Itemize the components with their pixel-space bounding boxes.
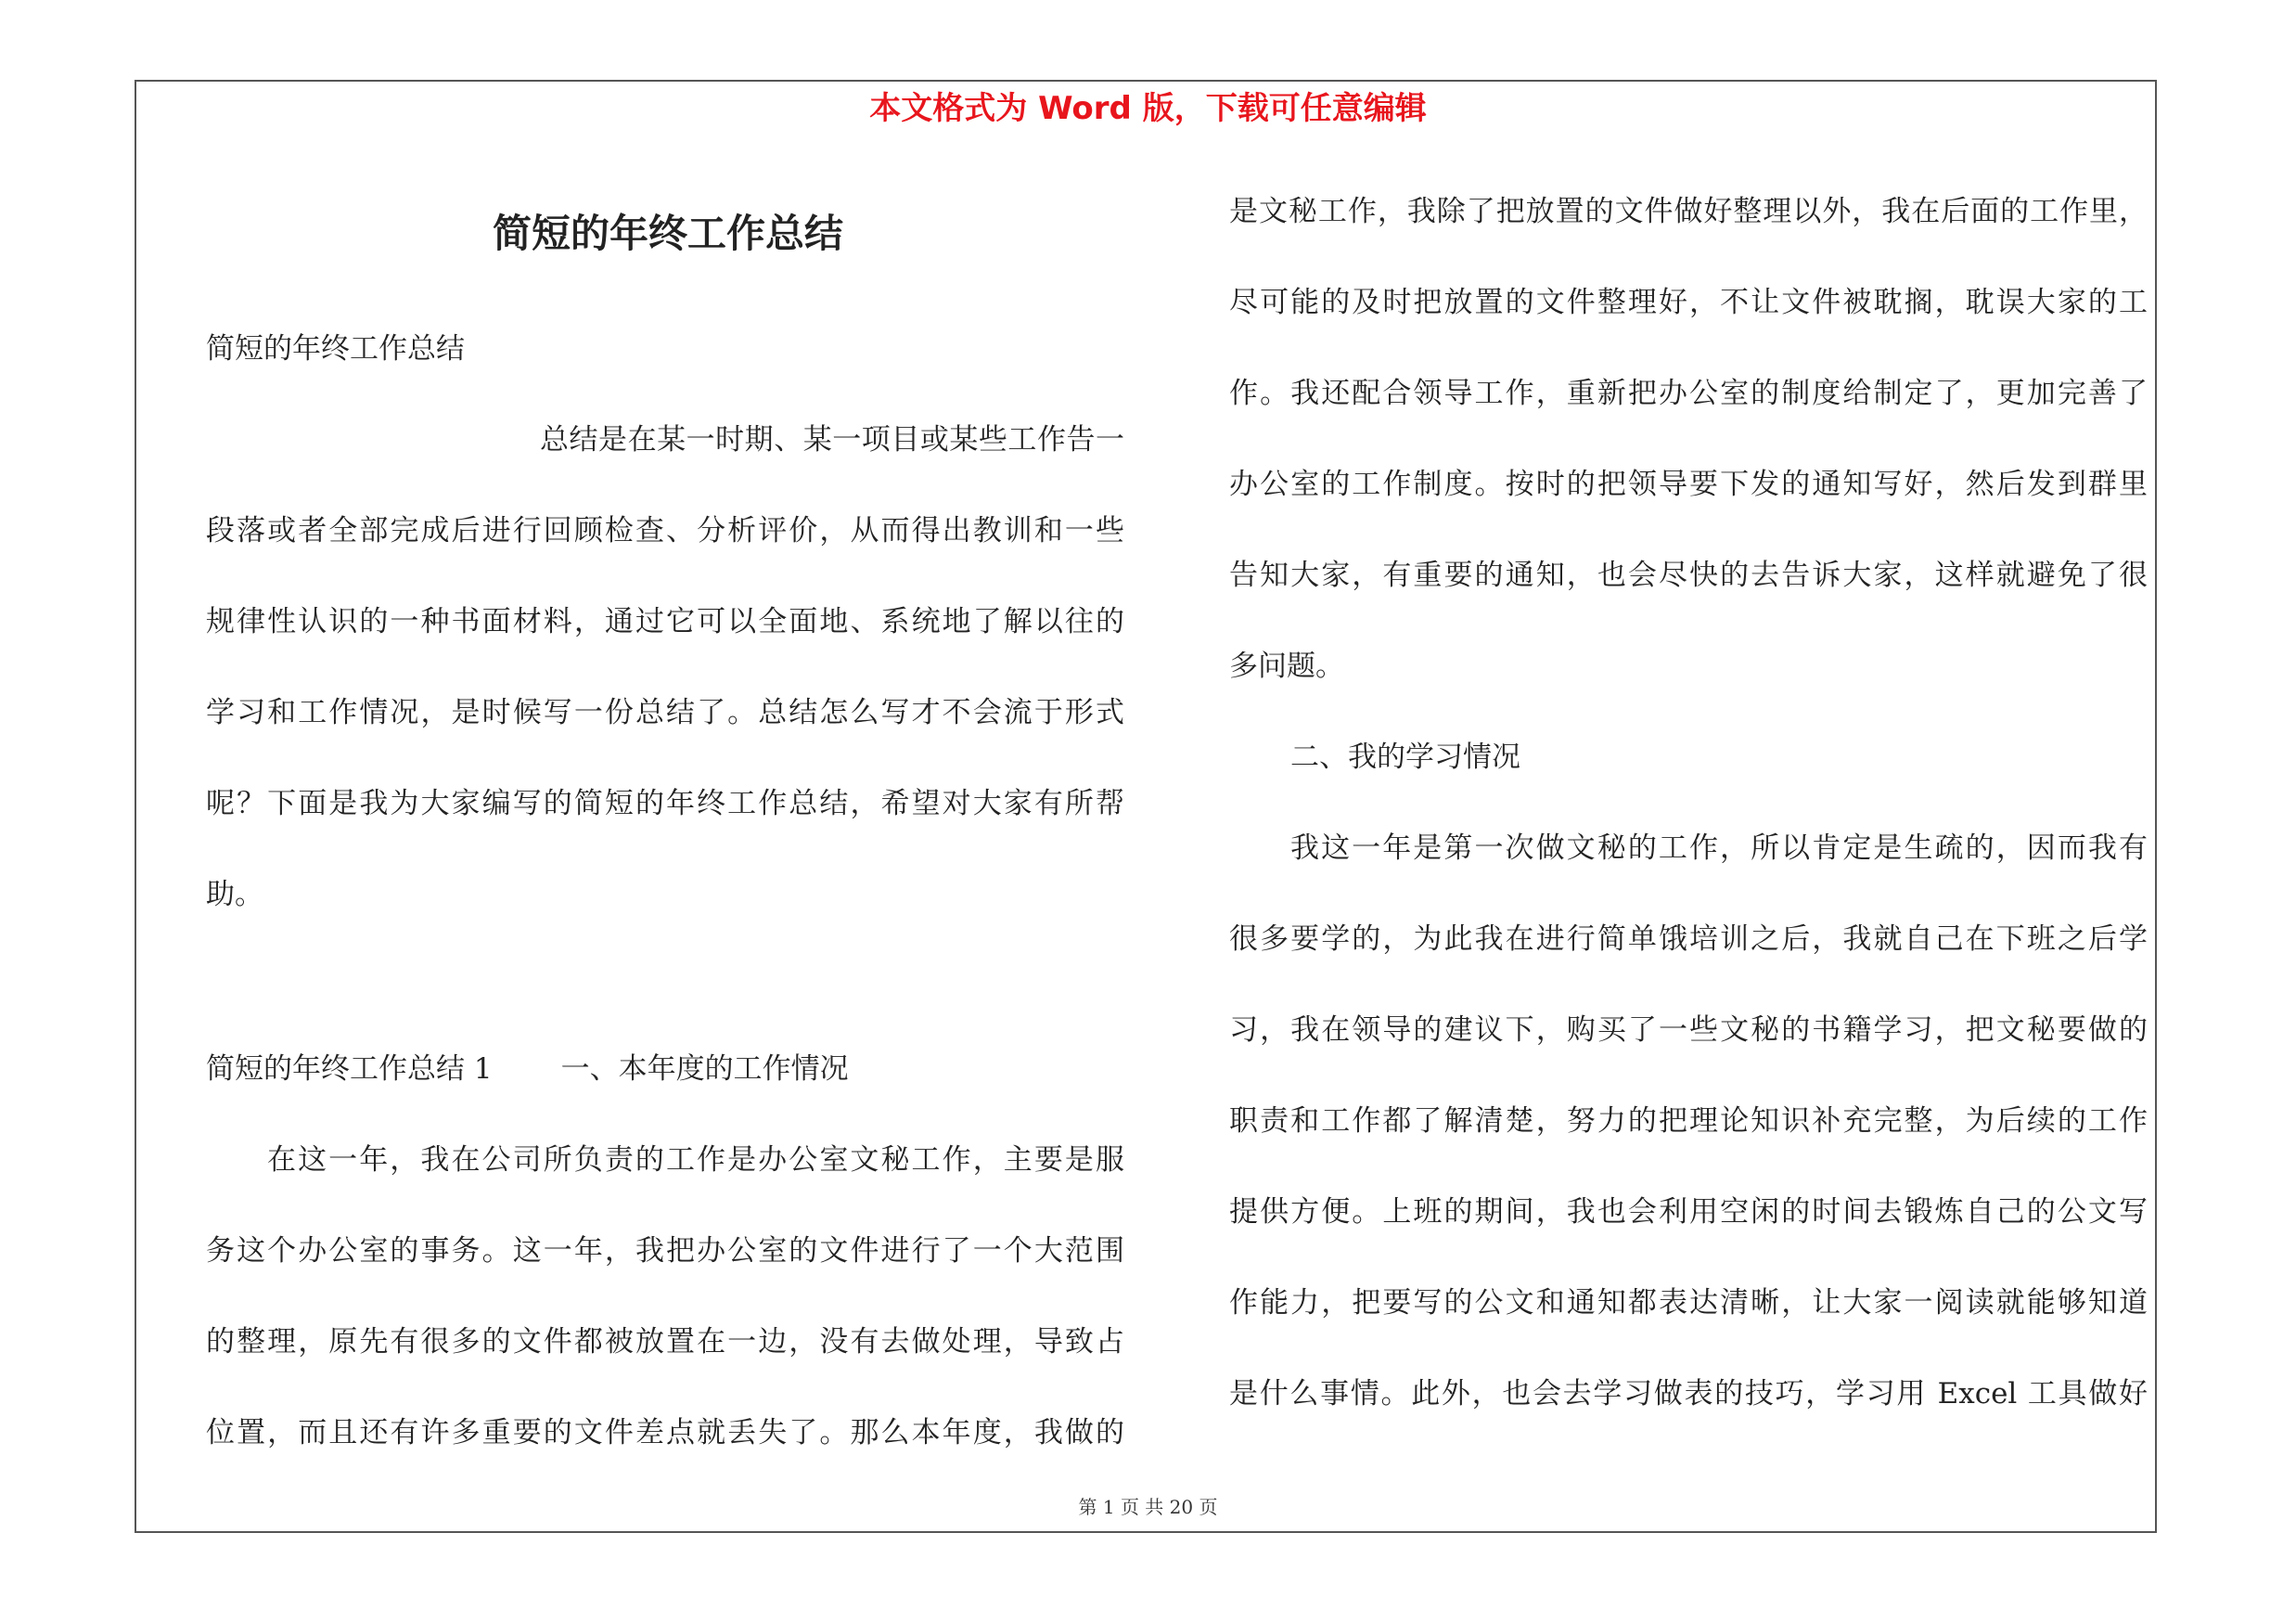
paragraph-line: 是文秘工作，我除了把放置的文件做好整理以外，我在后面的工作里，	[1229, 195, 2148, 228]
paragraph-line: 很多要学的，为此我在进行简单饿培训之后，我就自己在下班之后学	[1229, 922, 2148, 956]
paragraph-line: 习，我在领导的建议下，购买了一些文秘的书籍学习，把文秘要做的	[1229, 1013, 2148, 1047]
left-column	[206, 303, 1124, 1478]
paragraph-line: 呢？下面是我为大家编写的简短的年终工作总结，希望对大家有所帮	[206, 787, 1124, 820]
paragraph-line: 提供方便。上班的期间，我也会利用空闲的时间去锻炼自己的公文写	[1229, 1195, 2148, 1229]
paragraph-line: 助。	[206, 878, 263, 911]
paragraph-line: 办公室的工作制度。按时的把领导要下发的通知写好，然后发到群里	[1229, 468, 2148, 501]
right-column	[1229, 166, 2148, 1439]
paragraph-line: 作能力，把要写的公文和通知都表达清晰，让大家一阅读就能够知道	[1229, 1286, 2148, 1320]
paragraph-line: 作。我还配合领导工作，重新把办公室的制度给制定了，更加完善了	[1229, 377, 2148, 410]
section-subheading: 一、本年度的工作情况	[560, 1052, 849, 1086]
subsection-heading: 二、我的学习情况	[1290, 741, 1520, 774]
paragraph-line: 总结是在某一时期、某一项目或某些工作告一	[540, 423, 1124, 457]
paragraph-line: 尽可能的及时把放置的文件整理好，不让文件被耽搁，耽误大家的工	[1229, 286, 2148, 319]
paragraph-line: 规律性认识的一种书面材料，通过它可以全面地、系统地了解以往的	[206, 605, 1124, 638]
section-heading	[206, 1024, 1124, 1114]
paragraph-line: 职责和工作都了解清楚，努力的把理论知识补充完整，为后续的工作	[1229, 1104, 2148, 1138]
paragraph-line: 的整理，原先有很多的文件都被放置在一边，没有去做处理，导致占	[206, 1325, 1124, 1359]
paragraph-line: 学习和工作情况，是时候写一份总结了。总结怎么写才不会流于形式	[206, 696, 1124, 729]
paragraph-line: 我这一年是第一次做文秘的工作，所以肯定是生疏的，因而我有	[1290, 831, 2148, 865]
page-number: 第 1 页 共 20 页	[1078, 1496, 1218, 1518]
paragraph-line: 务这个办公室的事务。这一年，我把办公室的文件进行了一个大范围	[206, 1234, 1124, 1268]
paragraph-line: 在这一年，我在公司所负责的工作是办公室文秘工作，主要是服	[267, 1143, 1124, 1177]
section-label: 简短的年终工作总结 1	[206, 1052, 493, 1086]
paragraph-line: 简短的年终工作总结	[206, 332, 465, 366]
paragraph-line: 告知大家，有重要的通知，也会尽快的去告诉大家，这样就避免了很	[1229, 559, 2148, 592]
paragraph-line: 多问题。	[1229, 650, 1344, 683]
paragraph-line: 段落或者全部完成后进行回顾检查、分析评价，从而得出教训和一些	[206, 514, 1124, 547]
document-title: 简短的年终工作总结	[492, 211, 843, 256]
section-spacer	[206, 940, 1124, 1024]
paragraph-line: 位置，而且还有许多重要的文件差点就丢失了。那么本年度，我做的	[206, 1416, 1124, 1449]
paragraph-line: 是什么事情。此外，也会去学习做表的技巧，学习用 Excel 工具做好	[1229, 1377, 2148, 1410]
word-format-banner: 本文格式为 Word 版，下载可任意编辑	[869, 90, 1427, 127]
